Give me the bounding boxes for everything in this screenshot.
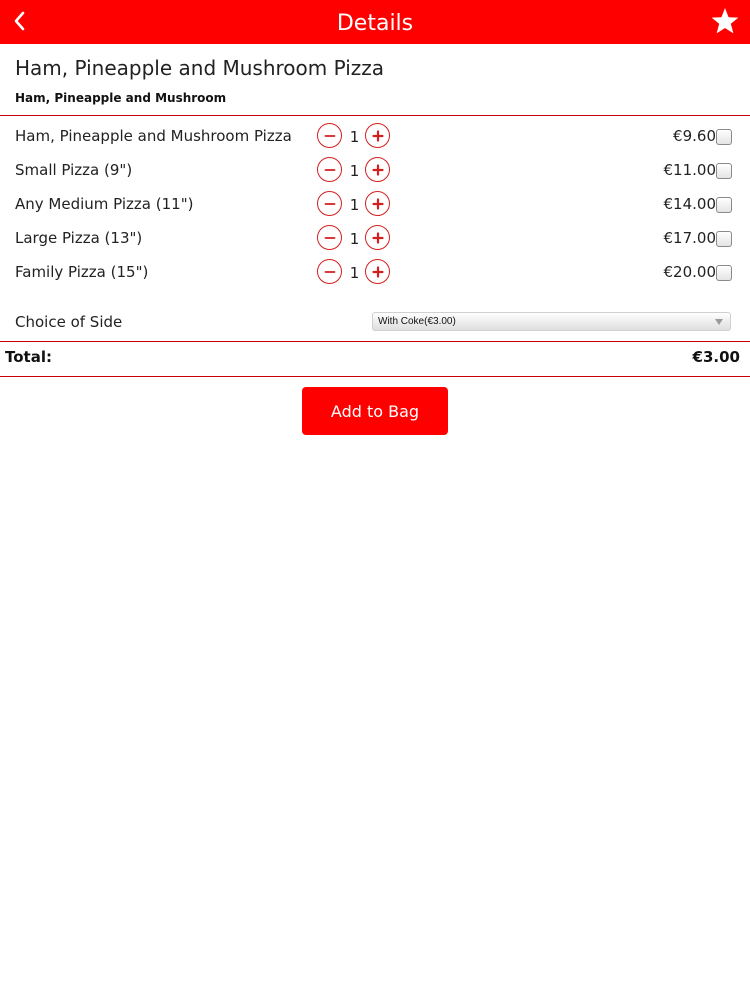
quantity-stepper xyxy=(317,123,391,149)
divider xyxy=(0,376,750,377)
plus-icon xyxy=(372,198,384,210)
option-checkbox[interactable] xyxy=(716,129,732,145)
quantity-stepper xyxy=(317,191,391,217)
option-price: €17.00 xyxy=(663,229,716,247)
divider xyxy=(0,115,750,116)
decrease-quantity-button[interactable] xyxy=(317,259,342,284)
option-row xyxy=(0,221,750,255)
option-price: €20.00 xyxy=(663,263,716,281)
increase-quantity-button[interactable] xyxy=(365,123,390,148)
option-price: €11.00 xyxy=(663,161,716,179)
quantity-stepper xyxy=(317,259,391,285)
star-icon xyxy=(710,6,740,36)
dropdown-arrow-icon xyxy=(712,316,726,328)
decrease-quantity-button[interactable] xyxy=(317,225,342,250)
minus-icon xyxy=(324,164,336,176)
quantity-value: 1 xyxy=(349,196,360,214)
option-label: Large Pizza (13") xyxy=(15,229,143,247)
quantity-value: 1 xyxy=(349,264,360,282)
side-choice-label: Choice of Side xyxy=(15,313,123,331)
add-to-bag-button[interactable]: Add to Bag xyxy=(302,387,448,435)
increase-quantity-button[interactable] xyxy=(365,225,390,250)
increase-quantity-button[interactable] xyxy=(365,259,390,284)
quantity-stepper xyxy=(317,157,391,183)
quantity-value: 1 xyxy=(349,230,360,248)
decrease-quantity-button[interactable] xyxy=(317,191,342,216)
plus-icon xyxy=(372,266,384,278)
increase-quantity-button[interactable] xyxy=(365,157,390,182)
product-subtitle: Ham, Pineapple and Mushroom xyxy=(15,91,227,105)
plus-icon xyxy=(372,232,384,244)
option-label: Small Pizza (9") xyxy=(15,161,133,179)
increase-quantity-button[interactable] xyxy=(365,191,390,216)
option-checkbox[interactable] xyxy=(716,197,732,213)
quantity-value: 1 xyxy=(349,162,360,180)
option-label: Family Pizza (15") xyxy=(15,263,149,281)
quantity-stepper xyxy=(317,225,391,251)
divider xyxy=(0,341,750,342)
decrease-quantity-button[interactable] xyxy=(317,123,342,148)
total-label: Total: xyxy=(5,348,52,366)
minus-icon xyxy=(324,266,336,278)
minus-icon xyxy=(324,232,336,244)
option-row xyxy=(0,119,750,153)
minus-icon xyxy=(324,130,336,142)
plus-icon xyxy=(372,164,384,176)
page-title: Details xyxy=(336,11,414,36)
option-row xyxy=(0,255,750,289)
option-row xyxy=(0,187,750,221)
plus-icon xyxy=(372,130,384,142)
favorite-button[interactable] xyxy=(710,6,740,36)
option-checkbox[interactable] xyxy=(716,163,732,179)
option-label: Any Medium Pizza (11") xyxy=(15,195,194,213)
side-choice-value: With Coke(€3.00) xyxy=(378,316,456,327)
quantity-value: 1 xyxy=(349,128,360,146)
option-checkbox[interactable] xyxy=(716,265,732,281)
decrease-quantity-button[interactable] xyxy=(317,157,342,182)
product-title: Ham, Pineapple and Mushroom Pizza xyxy=(15,56,385,80)
option-label: Ham, Pineapple and Mushroom Pizza xyxy=(15,127,292,145)
option-price: €9.60 xyxy=(673,127,716,145)
minus-icon xyxy=(324,198,336,210)
total-value: €3.00 xyxy=(692,348,740,366)
side-choice-select[interactable] xyxy=(372,312,731,331)
option-checkbox[interactable] xyxy=(716,231,732,247)
option-price: €14.00 xyxy=(663,195,716,213)
top-bar xyxy=(0,0,750,44)
option-row xyxy=(0,153,750,187)
